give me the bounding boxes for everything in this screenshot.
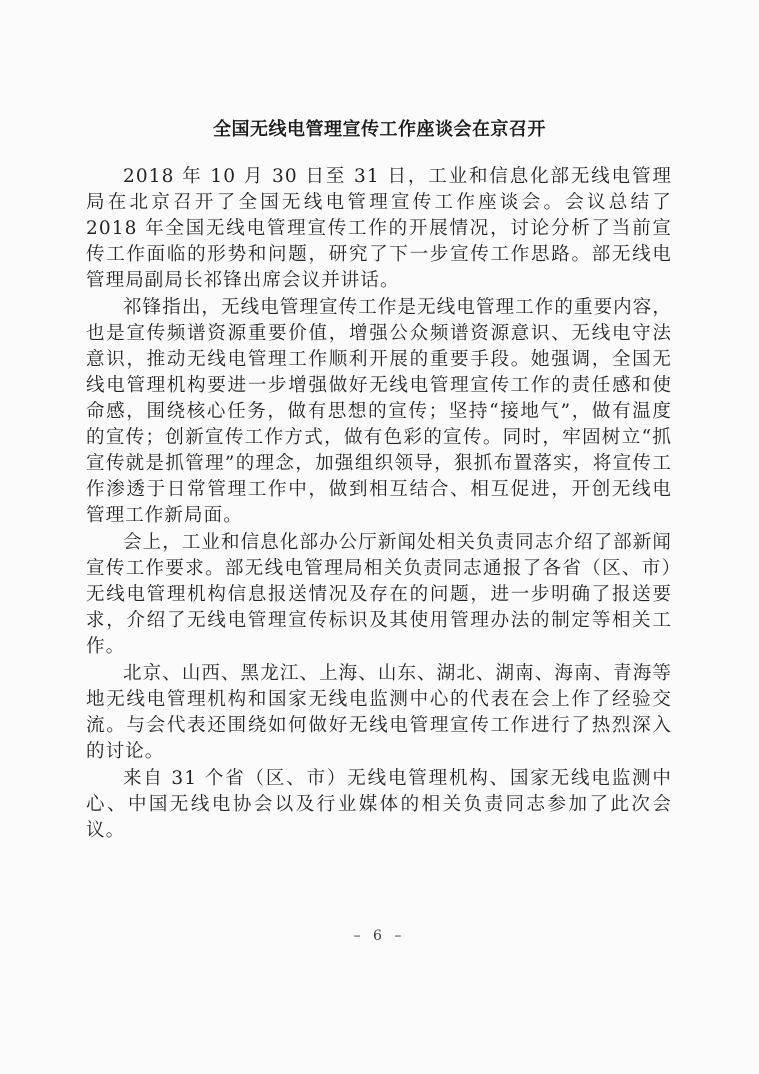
paragraph-4: 北京、山西、黑龙江、上海、山东、湖北、湖南、海南、青海等地无线电管理机构和国家无线电监测中心的代表在会上作了经验交流。与会代表还围绕如何做好无线电管理宣传工作进行了热烈深入的讨论。 xyxy=(86,663,672,762)
paragraph-1: 2018 年 10 月 30 日至 31 日，工业和信息化部无线电管理局在北京召开了全国无线电管理宣传工作座谈会。会议总结了 2018 年全国无线电管理宣传工作的开展情况，讨论分析了当前宣传工作面临的形势和问题，研究了下一步宣传工作思路。部无线电管理局副局长祁锋出席会议并讲话。 xyxy=(86,166,672,291)
paragraph-5: 来自 31 个省（区、市）无线电管理机构、国家无线电监测中心、中国无线电协会以及行业媒体的相关负责同志参加了此次会议。 xyxy=(86,768,672,841)
paragraph-2: 祁锋指出，无线电管理宣传工作是无线电管理工作的重要内容，也是宣传频谱资源重要价值，增强公众频谱资源意识、无线电守法意识，推动无线电管理工作顺利开展的重要手段。她强调，全国无线电管理机构要进一步增强做好无线电管理宣传工作的责任感和使命感，围绕核心任务，做有思想的宣传；坚持“接地气”，做有温度的宣传；创新宣传工作方式，做有色彩的宣传。同时，牢固树立“抓宣传就是抓管理”的理念，加强组织领导，狠抓布置落实，将宣传工作渗透于日常管理工作中，做到相互结合、相互促进，开创无线电管理工作新局面。 xyxy=(86,297,672,526)
document-title: 全国无线电管理宣传工作座谈会在京召开 xyxy=(213,119,546,140)
page-number: – 6 – xyxy=(353,928,406,944)
paragraph-3: 会上，工业和信息化部办公厅新闻处相关负责同志介绍了部新闻宣传工作要求。部无线电管理局相关负责同志通报了各省（区、市）无线电管理机构信息报送情况及存在的问题，进一步明确了报送要求，介绍了无线电管理宣传标识及其使用管理办法的制定等相关工作。 xyxy=(86,532,672,657)
document-body xyxy=(86,164,672,845)
